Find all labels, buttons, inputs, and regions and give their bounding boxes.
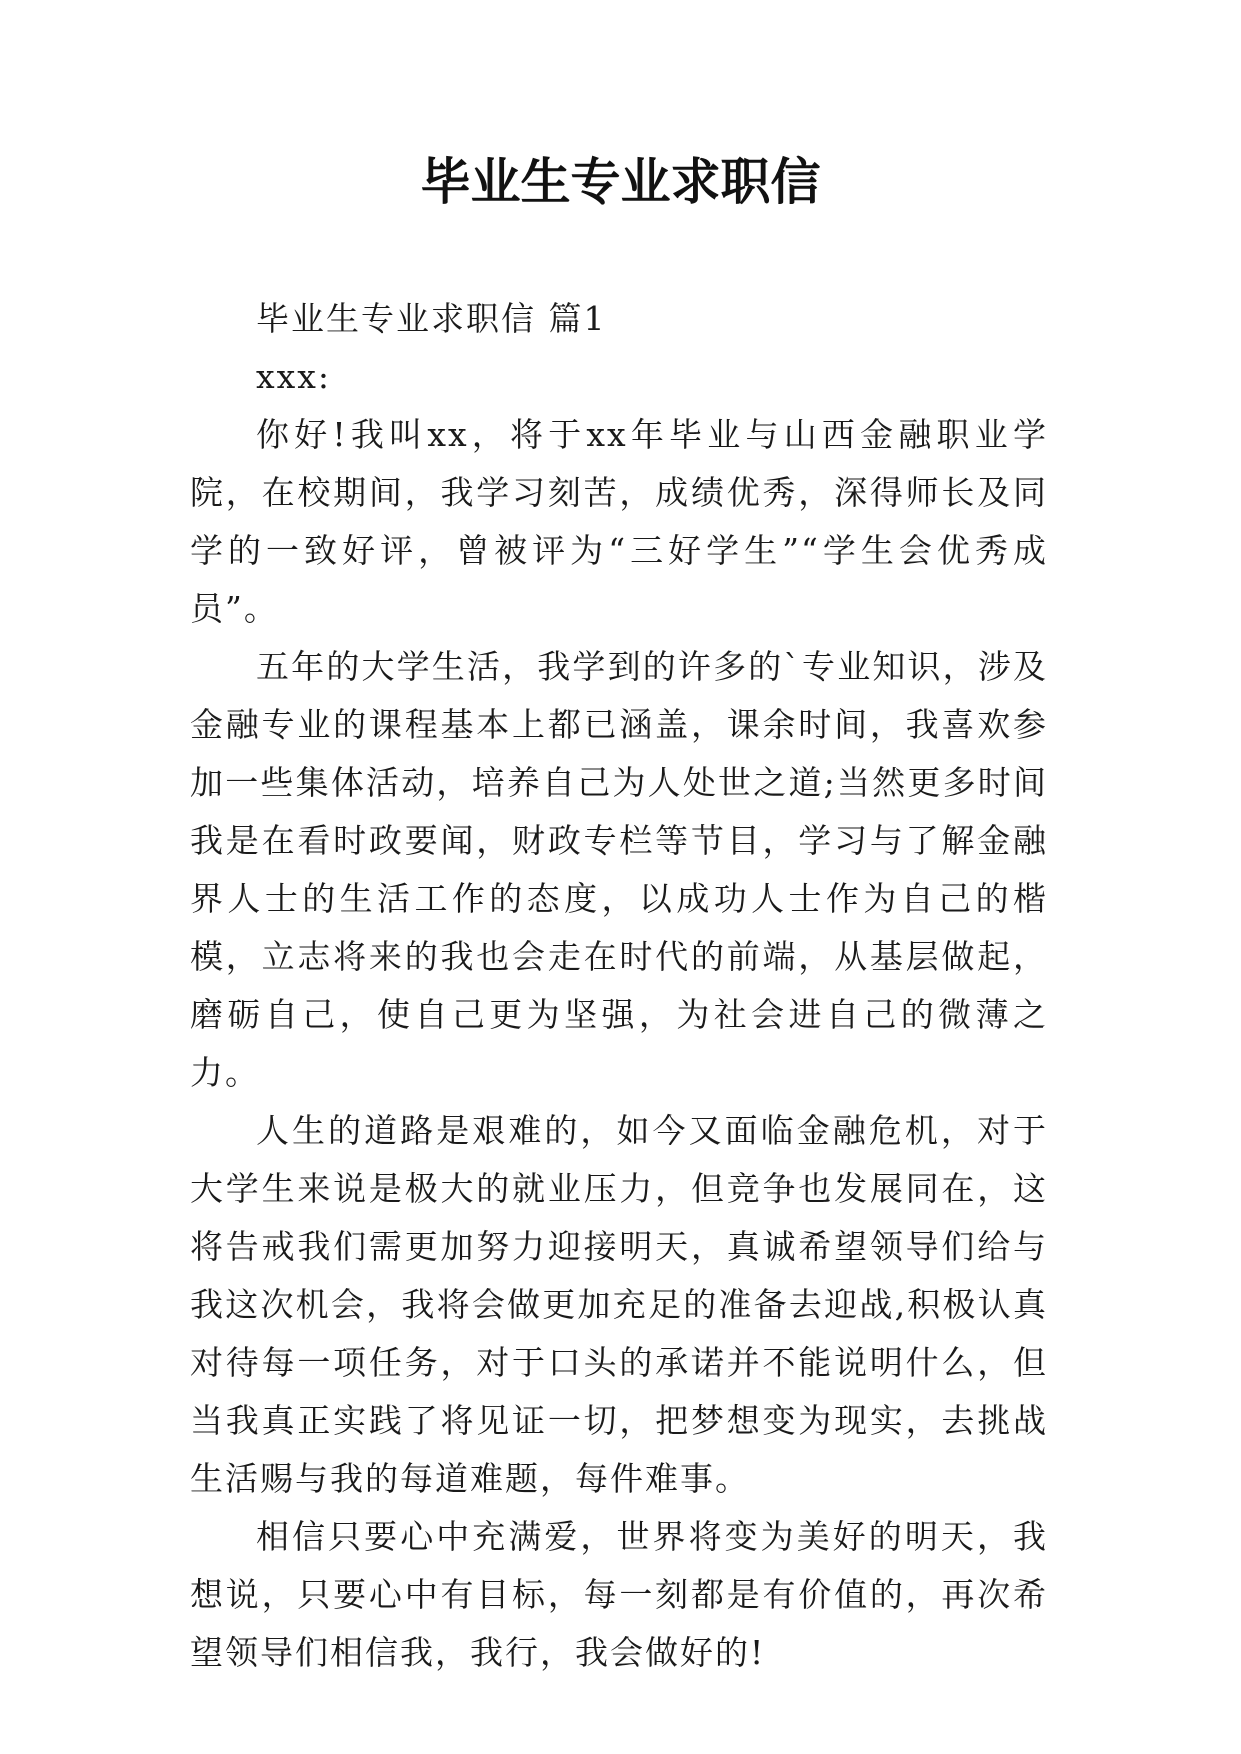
document-title: 毕业生专业求职信 (420, 153, 821, 211)
paragraph: 人生的道路是艰难的，如今又面临金融危机，对于大学生来说是极大的就业压力，但竞争也发展同在，这将告戒我们需更加努力迎接明天，真诚希望领导们给与我这次机会，我将会做更加充足的准备去迎战,积极认真对待每一项任务，对于口头的承诺并不能说明什么，但当我真正实践了将见证一切，把梦想变为现实，去挑战生活赐与我的每道难题，每件难事。 (190, 1111, 1048, 1498)
salutation: xxx: (256, 357, 331, 396)
document-body (190, 290, 1048, 1682)
section-heading: 毕业生专业求职信 篇1 (256, 299, 607, 338)
paragraph: 相信只要心中充满爱，世界将变为美好的明天，我想说，只要心中有目标，每一刻都是有价值的，再次希望领导们相信我，我行，我会做好的! (190, 1517, 1048, 1672)
paragraph: 五年的大学生活，我学到的许多的`专业知识，涉及金融专业的课程基本上都已涵盖，课余时间，我喜欢参加一些集体活动，培养自己为人处世之道;当然更多时间我是在看时政要闻，财政专栏等节目，学习与了解金融界人士的生活工作的态度，以成功人士作为自己的楷模，立志将来的我也会走在时代的前端，从基层做起，磨砺自己，使自己更为坚强，为社会进自己的微薄之力。 (190, 647, 1048, 1092)
paragraph: 你好!我叫xx，将于xx年毕业与山西金融职业学院，在校期间，我学习刻苦，成绩优秀，深得师长及同学的一致好评，曾被评为“三好学生”“学生会优秀成员”。 (190, 415, 1048, 628)
